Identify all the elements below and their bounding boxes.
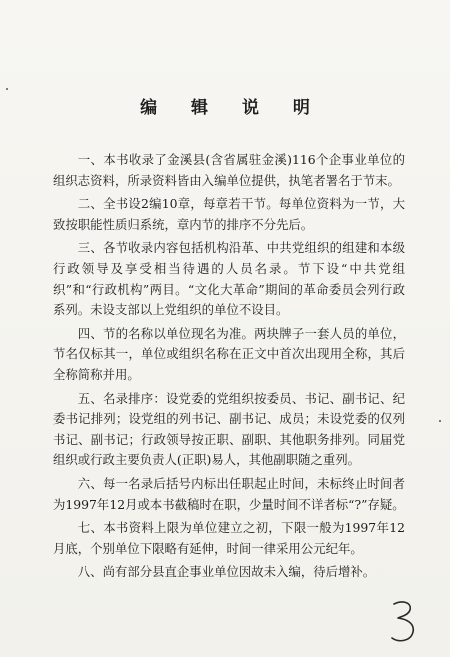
paragraph-4: 四、节的名称以单位现名为准。两块牌子一套人员的单位，节名仅标其一，单位或组织名称在正文中首次出现用全称，其后全称简称并用。	[53, 325, 405, 382]
page-title: 编 辑 说 明	[140, 98, 324, 118]
paragraph-6: 六、每一名录后括号内标出任职起止时间，未标终止时间者为1997年12月或本书截稿时在职，少量时间不详者标“?”存疑。	[53, 475, 405, 512]
scan-speck	[439, 420, 441, 422]
paragraph-2: 二、全书设2编10章，每章若干节。每单位资料为一节，大致按职能性质归系统，章内节的排序不分先后。	[53, 196, 405, 232]
paragraph-3: 三、各节收录内容包括机构沿革、中共党组织的组建和本级行政领导及享受相当待遇的人员名录。节下设“中共党组织”和“行政机构”两目。“文化大革命”期间的革命委员会列行政系列。未设支部以上党组织的单位不设目。	[53, 240, 405, 318]
paragraph-8: 八、尚有部分县直企事业单位因故未入编，待后增补。	[77, 564, 376, 580]
paragraph-7: 七、本书资料上限为单位建立之初，下限一般为1997年12月底，个别单位下限略有延伸，时间一律采用公元纪年。	[53, 520, 405, 556]
scan-speck	[6, 88, 8, 90]
handwritten-mark	[384, 598, 424, 648]
editorial-notes-body	[53, 150, 405, 585]
paragraph-1: 一、本书收录了金溪县(含省属驻金溪)116个企事业单位的组织志资料，所录资料皆由入编单位提供，执笔者署名于节末。	[53, 152, 405, 188]
paragraph-5: 五、名录排序：设党委的党组织按委员、书记、副书记、纪委书记排列；设党组的列书记、副书记、成员；未设党委的仅列书记、副书记；行政领导按正职、副职、其他职务排列。同届党组织或行政主要负责人(正职)易人，其他副职随之重列。	[53, 390, 405, 468]
